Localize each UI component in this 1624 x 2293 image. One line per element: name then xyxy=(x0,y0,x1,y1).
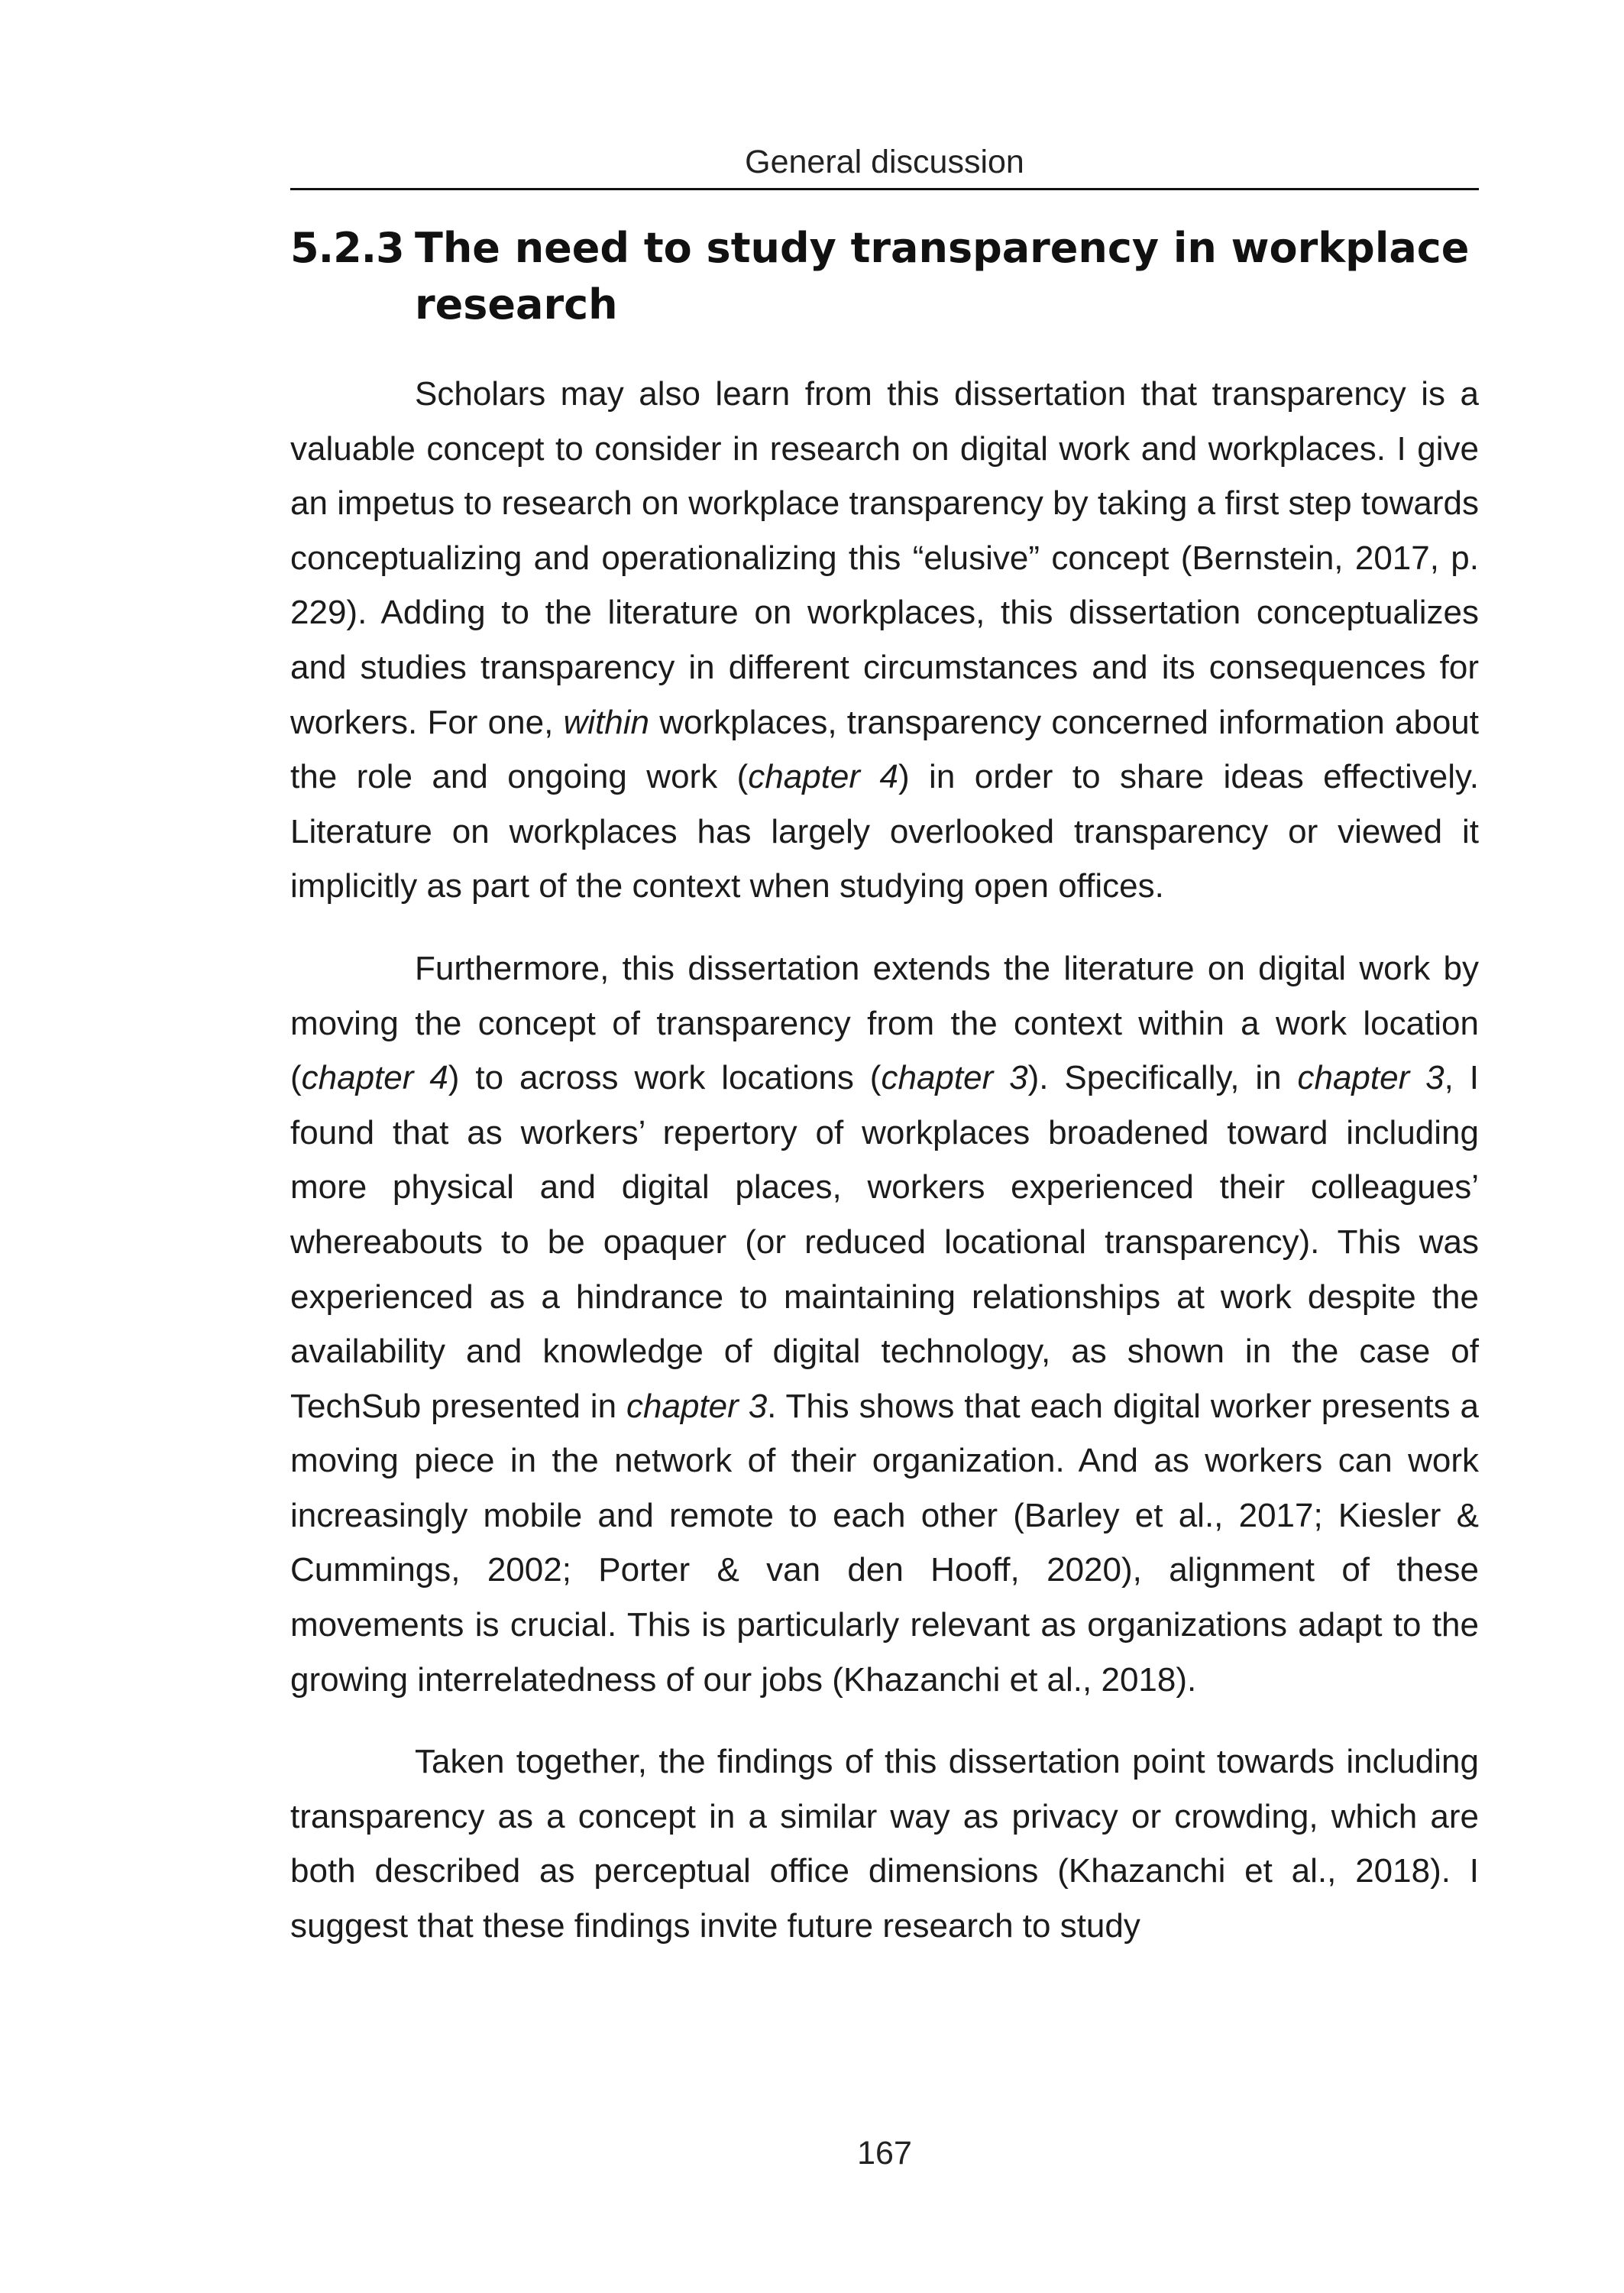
text-run: . This shows that each digital worker presents a moving piece in the network of their organization. And as workers can work increasingly mobile and remote to each other (Barley et al., 2017; Kiesler & Cummings, 2002; Porter & van den Hooff, 2020), alignment of these movements is crucial. This is particularly relevant as organizations adapt to the growing interrelatedness of our jobs (Khazanchi et al., 2018). xyxy=(290,1387,1479,1699)
text-run-italic: chapter 3 xyxy=(626,1387,768,1425)
text-run: ). Specifically, in xyxy=(1027,1059,1298,1097)
paragraph-transparency-concept xyxy=(290,367,1479,914)
page-number: 167 xyxy=(857,2135,912,2172)
text-run: ) in order to share ideas effectively. Literature on workplaces has largely overlooked transparency or viewed it implicitly as part of the context when studying open offices. xyxy=(290,758,1479,905)
text-run-italic: chapter 4 xyxy=(748,758,898,796)
text-run: Scholars may also learn from this dissertation that transparency is a valuable concept to consider in research on digital work and workplaces. I give an impetus to research on workplace transparency by taking a first step towards conceptualizing and operationalizing this “elusive” concept (Bernstein, 2017, p. 229). Adding to the literature on workplaces, this dissertation conceptualizes and studies transparency in different circumstances and its consequences for workers. For one, xyxy=(290,375,1479,741)
text-run: , I found that as workers’ repertory of workplaces broadened toward including more physical and digital places, workers experienced their colleagues’ whereabouts to be opaquer (or reduced locational transparency). This was experienced as a hindrance to maintaining relationships at work despite the availability and knowledge of digital technology, as shown in the case of TechSub presented in xyxy=(290,1059,1479,1425)
body-text xyxy=(290,367,1479,1954)
text-run: Taken together, the findings of this dissertation point towards including transparency as a concept in a similar way as privacy or crowding, which are both described as perceptual office dimensions (Khazanchi et al., 2018). I suggest that these findings invite future research to study xyxy=(290,1743,1479,1945)
text-run: ) to across work locations ( xyxy=(448,1059,882,1097)
text-run-italic: chapter 3 xyxy=(881,1059,1028,1097)
paragraph-taken-together xyxy=(290,1734,1479,1953)
text-run-italic: chapter 3 xyxy=(1297,1059,1444,1097)
text-run: workplaces, transparency concerned information about the role and ongoing work ( xyxy=(290,703,1480,796)
section-title: The need to study transparency in workplace research xyxy=(415,224,1470,329)
running-header: General discussion xyxy=(745,144,1024,180)
text-run-italic: within xyxy=(563,703,650,741)
paragraph-digital-work xyxy=(290,941,1479,1707)
text-run-italic: chapter 4 xyxy=(301,1059,448,1097)
text-run: Furthermore, this dissertation extends the literature on digital work by moving the concept of transparency from the context within a work location ( xyxy=(290,949,1479,1097)
header-rule xyxy=(290,188,1479,190)
section-number: 5.2.3 xyxy=(290,224,404,272)
section-heading xyxy=(290,220,1479,333)
